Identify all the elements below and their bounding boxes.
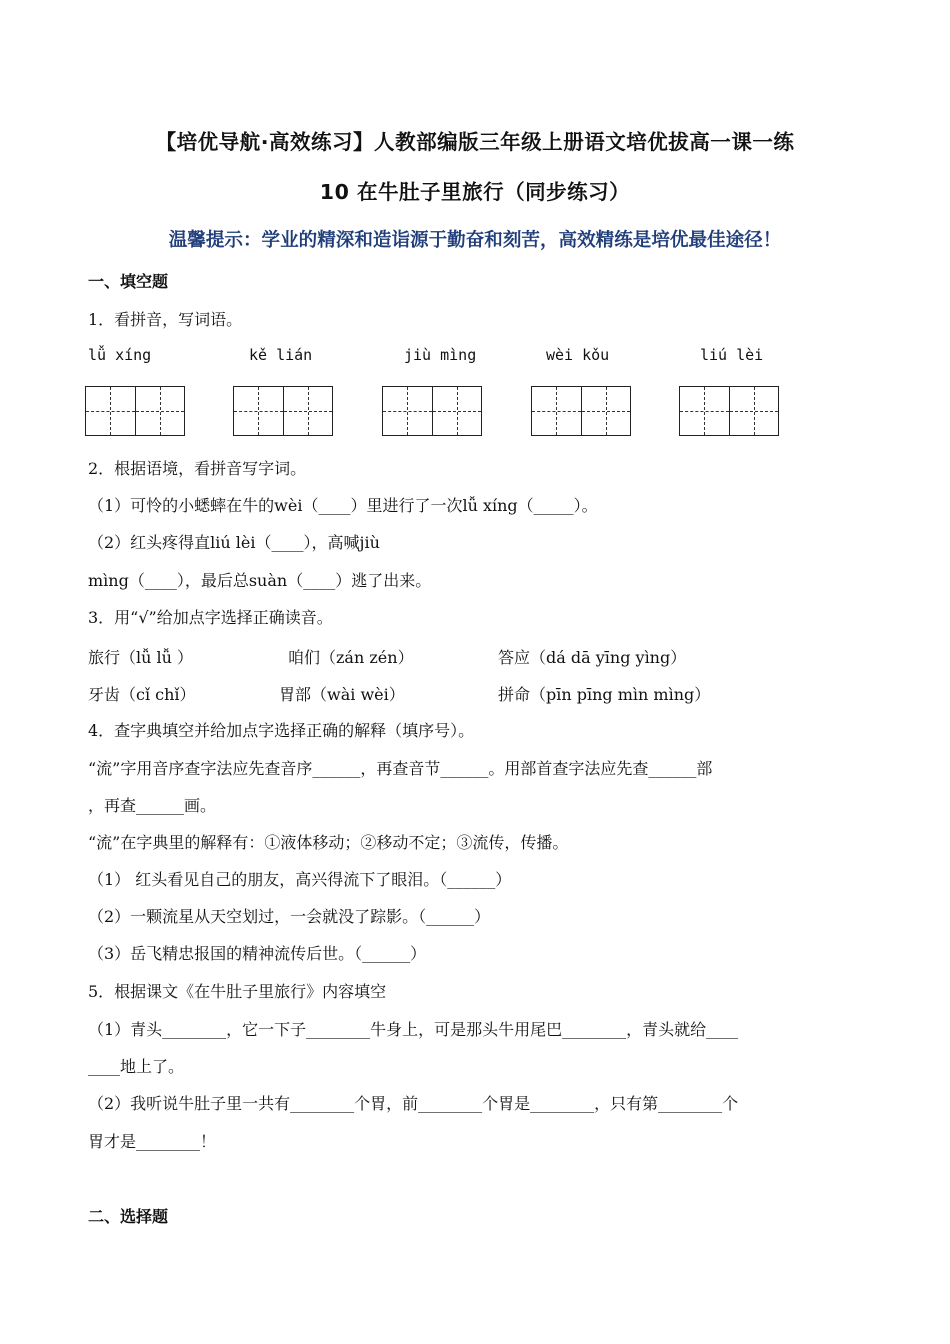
q3-item-6: 拼命（pīn pīng mìn mìng） — [498, 685, 711, 704]
q4-line-4: （1） 红头看见自己的朋友，高兴得流下了眼泪。（______） — [88, 870, 512, 889]
q5-line-4: 胃才是________！ — [88, 1132, 217, 1151]
section-heading-fill-blank: 一、填空题 — [88, 272, 169, 291]
writing-grid-2[interactable] — [233, 386, 333, 436]
q1-pinyin-5: liú lèi — [700, 346, 764, 364]
q4-line-3: “流”在字典里的解释有：①液体移动；②移动不定；③流传，传播。 — [88, 833, 569, 852]
q3-item-2: 咱们（zán zén） — [288, 648, 414, 667]
q5-line-3: （2）我听说牛肚子里一共有________个胃，前________个胃是________，只有第________个 — [88, 1094, 739, 1113]
q2-prompt: 2．根据语境，看拼音写字词。 — [88, 459, 307, 478]
q4-line-6: （3）岳飞精忠报国的精神流传后世。（______） — [88, 944, 427, 963]
q2-line-2: （2）红头疼得直liú lèi（____），高喊jiù — [88, 533, 380, 552]
q1-prompt: 1．看拼音，写词语。 — [88, 310, 243, 329]
q5-prompt: 5．根据课文《在牛肚子里旅行》内容填空 — [88, 982, 387, 1001]
q5-line-2: ____地上了。 — [88, 1057, 185, 1076]
q1-pinyin-2: kě lián — [249, 346, 313, 364]
writing-grid-3[interactable] — [382, 386, 482, 436]
q2-line-3: mìng（____），最后总suàn（____）逃了出来。 — [88, 571, 432, 590]
q3-item-4: 牙齿（cǐ chǐ） — [88, 685, 196, 704]
q1-pinyin-1: lǚ xíng — [88, 346, 152, 364]
warm-tip: 温馨提示：学业的精深和造诣源于勤奋和刻苦，高效精练是培优最佳途径！ — [168, 230, 782, 251]
q2-line-1: （1）可怜的小蟋蟀在牛的wèi（____）里进行了一次lǚ xíng（_____）。 — [88, 496, 598, 515]
writing-grid-4[interactable] — [531, 386, 631, 436]
q4-line-1: “流”字用音序查字法应先查音序______，再查音节______。用部首查字法应先查______部 — [88, 759, 713, 778]
q4-line-5: （2）一颗流星从天空划过，一会就没了踪影。（______） — [88, 907, 491, 926]
q4-prompt: 4．查字典填空并给加点字选择正确的解释（填序号）。 — [88, 721, 475, 740]
q3-prompt: 3．用“√”给加点字选择正确读音。 — [88, 608, 333, 627]
document-title: 【培优导航·高效练习】人教部编版三年级上册语文培优拔高一课一练 — [155, 130, 795, 154]
q3-item-5: 胃部（wài wèi） — [279, 685, 405, 704]
q5-line-1: （1）青头________，它一下子________牛身上，可是那头牛用尾巴________，青头就给____ — [88, 1020, 739, 1039]
writing-grid-5[interactable] — [679, 386, 779, 436]
writing-grid-1[interactable] — [85, 386, 185, 436]
q4-line-2: ，再查______画。 — [88, 796, 217, 815]
q3-item-3: 答应（dá dā yīng yìng） — [498, 648, 687, 667]
q3-item-1: 旅行（lǚ lǚ ） — [88, 648, 194, 667]
q1-pinyin-3: jiù mìng — [404, 346, 477, 364]
q1-pinyin-4: wèi kǒu — [546, 346, 610, 364]
section-heading-multiple-choice: 二、选择题 — [88, 1207, 169, 1226]
lesson-title: 10 在牛肚子里旅行（同步练习） — [319, 180, 631, 204]
